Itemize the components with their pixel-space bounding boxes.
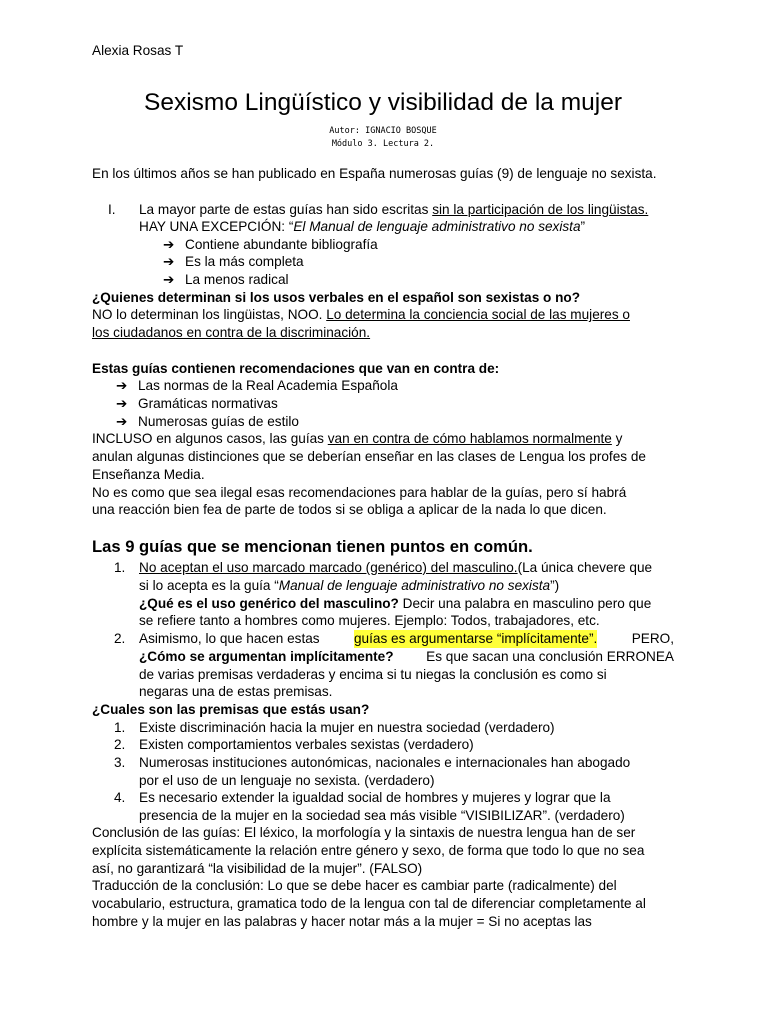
item1-paren: (La única chevere que — [517, 560, 653, 575]
arrow-icon: ➔ — [116, 414, 128, 429]
incluso-line3: Enseñanza Media. — [92, 467, 205, 482]
item1-underlined: No aceptan el uso marcado marcado (genérico) del masculino. — [139, 560, 518, 575]
section-heading: Las 9 guías que se mencionan tienen puntos en común. — [92, 537, 533, 556]
traduccion-line2: vocabulario, estructura, gramatica todo de la lengua con tal de diferenciar completamente al — [92, 896, 646, 911]
author-line — [92, 126, 674, 137]
incluso-line2: anulan algunas distinciones que se deberían enseñar en las clases de Lengua los profes de — [92, 449, 646, 464]
arrow-icon: ➔ — [163, 272, 175, 287]
point1-bullet — [163, 271, 289, 289]
arrow-icon: ➔ — [163, 254, 175, 269]
answer-1-line2: los ciudadanos en contra de la discriminación. — [92, 325, 371, 340]
item-number: 1. — [114, 560, 126, 575]
item1-line1 — [139, 559, 652, 577]
exception-label: HAY UNA EXCEPCIÓN: “ — [139, 219, 294, 234]
arrow-icon: ➔ — [116, 378, 128, 393]
answer-1-line1 — [92, 306, 630, 324]
answer-1-plain: NO lo determinan los lingüistas, NOO. — [92, 307, 327, 322]
incluso-text: INCLUSO en algunos casos, las guías — [92, 431, 328, 446]
item1-line4: se refiere tanto a hombres como mujeres. Ejemplo: Todos, trabajadores, etc. — [139, 613, 600, 628]
premisa-text: Existe discriminación hacia la mujer en nuestra sociedad (verdadero) — [139, 720, 555, 735]
traduccion-line3: hombre y la mujer en las palabras y hacer notar más a la mujer = Si no aceptas las — [92, 914, 592, 929]
bullet-text: Es la más completa — [185, 254, 304, 269]
premisa-number: 1. — [114, 720, 126, 735]
point1-bullet — [163, 253, 304, 271]
bullet-text: Contiene abundante bibliografía — [185, 237, 378, 252]
guides-bullet — [116, 413, 299, 431]
item1-guide-title: Manual de lenguaje administrativo no sexista — [278, 578, 551, 593]
item-number: 2. — [114, 631, 126, 646]
item1-question: ¿Qué es el uso genérico del masculino? — [139, 596, 399, 611]
author-label: Autor: — [329, 126, 360, 136]
item2-line3: de varias premisas verdaderas y encima si tu niegas la conclusión es como si — [139, 667, 607, 682]
premisa-number: 2. — [114, 737, 126, 752]
bullet-text: Gramáticas normativas — [138, 396, 278, 411]
bullet-text: Numerosas guías de estilo — [138, 414, 299, 429]
item2-question: ¿Cómo se argumentan implícitamente? — [139, 649, 394, 664]
point1-bullet — [163, 236, 378, 254]
guides-bullet — [116, 395, 278, 413]
premisa-number: 3. — [114, 755, 126, 770]
bullet-text: La menos radical — [185, 272, 289, 287]
answer-1-underlined: Lo determina la conciencia social de las mujeres o — [326, 307, 630, 322]
page-title: Sexismo Lingüístico y visibilidad de la mujer — [144, 89, 622, 116]
traduccion-line1: Traducción de la conclusión: Lo que se debe hacer es cambiar parte (radicalmente) del — [92, 878, 617, 893]
noes-line1: No es como que sea ilegal esas recomendaciones para hablar de la guías, pero sí habrá — [92, 485, 627, 500]
premisa-text: Es necesario extender la igualdad social de hombres y mujeres y lograr que la — [139, 790, 611, 805]
premisa-text-cont: presencia de la mujer en la sociedad sea más visible “VISIBILIZAR”. (verdadero) — [139, 808, 625, 823]
conclusion-line2: explícita sistemáticamente la relación entre género y sexo, de forma que todo lo que no sea — [92, 843, 645, 858]
premisa-text-cont: por el uso de un lenguaje no sexista. (verdadero) — [139, 773, 435, 788]
conclusion-line1: Conclusión de las guías: El léxico, la morfología y la sintaxis de nuestra lengua han de ser — [92, 825, 636, 840]
item1-line3 — [139, 595, 651, 613]
question-2: ¿Cuales son las premisas que estás usan? — [92, 702, 370, 717]
arrow-icon: ➔ — [116, 396, 128, 411]
item2-answer: Es que sacan una conclusión ERRONEA — [426, 649, 674, 664]
incluso-underlined: van en contra de cómo hablamos normalmente — [327, 431, 612, 446]
item2-pero: PERO, — [631, 631, 674, 646]
roman-marker: I. — [108, 202, 116, 217]
item2-highlight: guías es argumentarse “implícitamente”. — [354, 631, 598, 646]
incluso-end: y — [611, 431, 623, 446]
conclusion-line3: así, no garantizará “la visibilidad de la mujer”. (FALSO) — [92, 861, 423, 876]
item2-line2 — [139, 648, 674, 666]
premisa-number: 4. — [114, 790, 126, 805]
item2-text: Asimismo, lo que hacen estas — [139, 631, 320, 646]
item1-guide-close: ”) — [550, 578, 560, 593]
point1-line1 — [139, 201, 648, 219]
guides-heading: Estas guías contienen recomendaciones que van en contra de: — [92, 361, 500, 376]
premisa-text: Numerosas instituciones autonómicas, nacionales e internacionales han abogado — [139, 755, 631, 770]
guides-bullet — [116, 377, 398, 395]
document-header-author: Alexia Rosas T — [92, 43, 184, 58]
point1-text: La mayor parte de estas guías han sido escritas — [139, 202, 433, 217]
arrow-icon: ➔ — [163, 237, 175, 252]
noes-line2: una reacción bien fea de parte de todos si se obliga a aplicar de la nada lo que dicen. — [92, 502, 607, 517]
exception-title: El Manual de lenguaje administrativo no sexista — [293, 219, 581, 234]
item1-guide-label: si lo acepta es la guía “ — [139, 578, 279, 593]
premisa-text: Existen comportamientos verbales sexistas (verdadero) — [139, 737, 474, 752]
point1-underlined: sin la participación de los lingüistas. — [432, 202, 649, 217]
question-1: ¿Quienes determinan si los usos verbales en el español son sexistas o no? — [92, 290, 581, 305]
module-line: Módulo 3. Lectura 2. — [331, 139, 435, 149]
item1-line2 — [139, 577, 559, 595]
item2-line1 — [139, 630, 674, 648]
incluso-line1 — [92, 430, 622, 448]
author-name: IGNACIO BOSQUE — [365, 126, 437, 136]
exception-close: ” — [580, 219, 586, 234]
item2-line4: negaras una de estas premisas. — [139, 684, 333, 699]
item1-answer: Decir una palabra en masculino pero que — [398, 596, 652, 611]
bullet-text: Las normas de la Real Academia Española — [138, 378, 398, 393]
intro-paragraph: En los últimos años se han publicado en España numerosas guías (9) de lenguaje no sexista. — [92, 166, 657, 181]
point1-line2 — [139, 218, 585, 236]
